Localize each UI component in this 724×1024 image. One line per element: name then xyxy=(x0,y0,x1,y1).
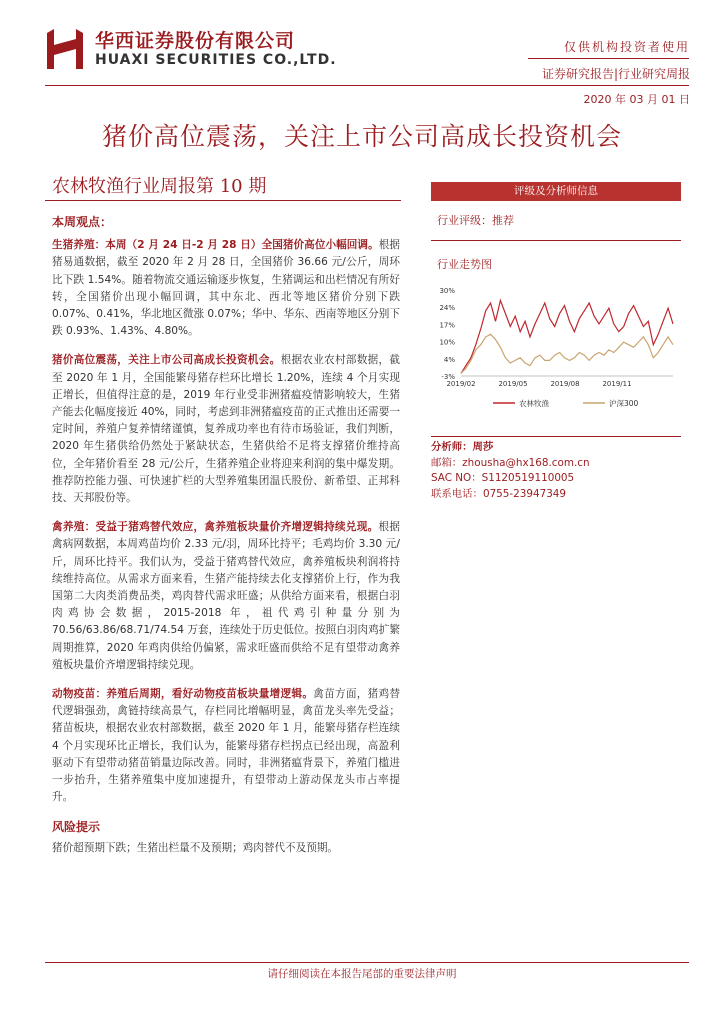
report-date: 2020 年 03 月 01 日 xyxy=(583,93,690,106)
footer-rule xyxy=(45,962,689,963)
paragraph-lead: 禽养殖：受益于猪鸡替代效应，禽养殖板块量价齐增逻辑持续兑现。 xyxy=(52,521,379,534)
report-type: 证券研究报告|行业研究周报 xyxy=(541,67,690,81)
subtitle-rule xyxy=(45,200,401,201)
header-rule-short xyxy=(528,58,689,59)
y-tick-label: -3% xyxy=(441,373,455,381)
x-tick-label: 2019/08 xyxy=(550,380,580,388)
y-tick-label: 10% xyxy=(439,338,455,347)
analyst-phone: 联系电话：0755-23947349 xyxy=(431,487,567,500)
series-line-index xyxy=(461,334,673,373)
x-tick-label: 2019/05 xyxy=(498,380,528,388)
y-tick-label: 4% xyxy=(443,355,455,364)
left-column xyxy=(52,214,400,857)
paragraph-body: 根据猪易通数据，截至 2020 年 2 月 28 日，全国猪价 36.66 元/公斤，周环比下跌 1.54%。随着物流交通运输逐步恢复，生猪调运和出栏情况有所好转，全国猪价出现小幅回调，其中东北、西北等地区猪价分别下跌 0.07%、0.41%，华北地区微涨 0.07%；华中、华东、西南等地区分别下跌 0.93%、1.43%、4.80%。 xyxy=(52,239,400,338)
trend-chart xyxy=(431,282,681,417)
x-tick-label: 2019/02 xyxy=(446,380,476,388)
rating-rule xyxy=(431,240,681,241)
legend-label: 沪深300 xyxy=(609,399,639,408)
company-name-en: HUAXI SECURITIES CO.,LTD. xyxy=(95,52,337,68)
company-logo-icon xyxy=(45,27,85,71)
risk-text: 猪价超预期下跌；生猪出栏量不及预期；鸡肉替代不及预期。 xyxy=(52,841,339,854)
risk-heading: 风险提示 xyxy=(52,819,101,834)
paragraph-lead: 猪价高位震荡，关注上市公司高成长投资机会。 xyxy=(52,354,281,367)
usage-notice: 仅供机构投资者使用 xyxy=(563,40,690,54)
legend-label: 农林牧渔 xyxy=(519,399,549,408)
header-rule xyxy=(45,85,689,86)
company-name-cn: 华西证券股份有限公司 xyxy=(95,30,296,52)
industry-rating: 行业评级：推荐 xyxy=(437,214,514,227)
x-tick-label: 2019/11 xyxy=(602,380,632,388)
paragraph-price xyxy=(52,352,400,507)
paragraph-vaccine xyxy=(52,686,400,806)
paragraph-body: 禽苗方面，猪鸡替代逻辑强劲，禽链持续高景气，存栏同比增幅明显，禽苗龙头率先受益；猪苗板块，根据农业农村部数据，截至 2020 年 1 月，能繁母猪存栏连续 4 个月实现环比正增长，我们认为，能繁母猪存栏拐点已经出现，高盈利驱动下有望带动猪苗销量边际改善。同时，非洲猪瘟背景下，养殖门槛进一步抬升，生猪养殖集中度加速提升，有望带动上游动保龙头市占率提升。 xyxy=(52,688,401,804)
report-subtitle: 农林牧渔行业周报第 10 期 xyxy=(52,176,267,197)
y-tick-label: 17% xyxy=(439,321,455,330)
y-tick-label: 30% xyxy=(439,287,455,295)
analyst-sac: SAC NO：S1120519110005 xyxy=(431,472,575,484)
paragraph-hog xyxy=(52,237,400,340)
legal-notice: 请仔细阅读在本报告尾部的重要法律声明 xyxy=(267,968,457,980)
analyst-rule xyxy=(431,436,681,437)
paragraph-body: 根据禽病网数据，本周鸡苗均价 2.33 元/羽，周环比持平；毛鸡均价 3.30 元/斤，周环比持平。我们认为，受益于猪鸡替代效应，禽养殖板块利润将持续维持高位。从需求方面来看，生猪产能持续去化支撑猪价上行，作为我国第二大肉类消费品类，鸡肉替代需求旺盛；从供给方面来看，根据白羽肉鸡协会数据，2015-2018 年，祖代鸡引种量分别为 70.56/63.86/68.71/74.54 万套，连续处于历史低位。按照白羽肉鸡扩繁周期推算，2020 年鸡肉供给仍偏紧，需求旺盛而供给不足有望带动禽养殖板块量价齐增逻辑持续兑现。 xyxy=(52,521,401,671)
paragraph-lead: 生猪养殖：本周（2 月 24 日-2 月 28 日）全国猪价高位小幅回调。 xyxy=(52,239,379,252)
analyst-block xyxy=(431,436,681,502)
trend-title: 行业走势图 xyxy=(437,258,492,271)
view-heading: 本周观点： xyxy=(52,215,113,229)
analyst-email[interactable]: 邮箱：zhousha@hx168.com.cn xyxy=(431,456,590,469)
paragraph-poultry xyxy=(52,519,400,674)
rating-box-title: 评级及分析师信息 xyxy=(431,182,681,201)
report-title: 猪价高位震荡，关注上市公司高成长投资机会 xyxy=(101,122,622,151)
analyst-name: 分析师：周莎 xyxy=(431,441,494,453)
paragraph-body: 根据农业农村部数据，截至 2020 年 1 月，全国能繁母猪存栏环比增长 1.20%，连续 4 个月实现正增长，但值得注意的是，2019 年行业受非洲猪瘟疫情影响较大，生猪产能去化幅度接近 40%，同时，考虑到非洲猪瘟疫苗的正式推出还需要一定时间，养殖户复养情绪谨慎，复养成功率也有待市场验证，我们判断，2020 年生猪供给仍然处于紧缺状态，生猪供给不足将支撑猪价维持高位，全年猪价看至 28 元/公斤，生猪养殖企业将迎来利润的集中爆发期。推荐防控能力强、可快速扩栏的大型养殖集团温氏股份、新希望、正邦科技、天邦股份等。 xyxy=(52,354,401,505)
paragraph-lead: 动物疫苗：养殖后周期，看好动物疫苗板块量增逻辑。 xyxy=(52,688,314,701)
y-tick-label: 24% xyxy=(439,304,455,313)
